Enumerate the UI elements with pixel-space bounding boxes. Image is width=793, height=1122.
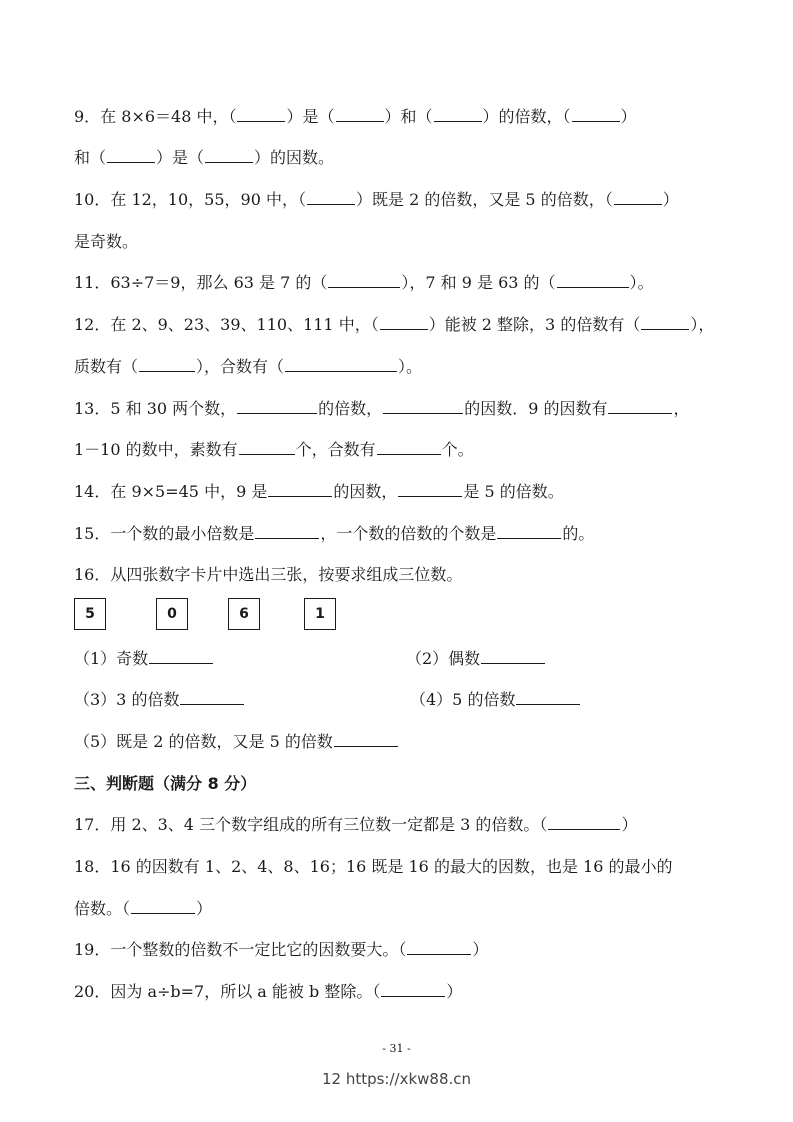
answer-blank[interactable] bbox=[641, 315, 689, 330]
answer-blank[interactable] bbox=[381, 982, 445, 997]
answer-blank[interactable] bbox=[237, 107, 285, 122]
answer-blank[interactable] bbox=[255, 524, 319, 539]
answer-blank[interactable] bbox=[107, 148, 155, 163]
answer-blank[interactable] bbox=[237, 399, 317, 414]
q10-line1: 10．在 12，10，55，90 中，（ ）既是 2 的倍数，又是 5 的倍数，（ ） bbox=[74, 190, 679, 209]
section-title: 三、判断题（满分 8 分） bbox=[74, 774, 257, 793]
number-card[interactable]: 6 bbox=[228, 598, 260, 630]
answer-blank[interactable] bbox=[328, 273, 400, 288]
answer-blank[interactable] bbox=[557, 273, 629, 288]
answer-blank[interactable] bbox=[377, 440, 441, 455]
q11-line: 11．63÷7＝9，那么 63 是 7 的（ ），7 和 9 是 63 的（ ）。 bbox=[74, 273, 654, 292]
q12-line1: 12．在 2、9、23、39、110、111 中，（ ）能被 2 整除，3 的倍数有（ ）， bbox=[74, 315, 715, 334]
answer-blank[interactable] bbox=[239, 440, 295, 455]
answer-blank[interactable] bbox=[336, 107, 384, 122]
q13-line2: 1－10 的数中，素数有 个，合数有 个。 bbox=[74, 440, 474, 459]
answer-blank[interactable] bbox=[516, 690, 580, 705]
q16-sub4: （4）5 的倍数 bbox=[410, 689, 581, 711]
q14-line: 14．在 9×5=45 中，9 是 的因数， 是 5 的倍数。 bbox=[74, 482, 564, 501]
answer-blank[interactable] bbox=[285, 357, 397, 372]
q17-line: 17．用 2、3、4 三个数字组成的所有三位数一定都是 3 的倍数。（ ） bbox=[74, 815, 638, 834]
answer-blank[interactable] bbox=[481, 649, 545, 664]
answer-blank[interactable] bbox=[383, 399, 463, 414]
q9-line1: 9．在 8×6＝48 中，（ ）是（ ）和（ ）的倍数，（ ） bbox=[74, 107, 637, 126]
q16-title: 16．从四张数字卡片中选出三张，按要求组成三位数。 bbox=[74, 565, 463, 584]
number-card[interactable]: 0 bbox=[156, 598, 188, 630]
q20-line: 20．因为 a÷b=7，所以 a 能被 b 整除。（ ） bbox=[74, 982, 463, 1001]
answer-blank[interactable] bbox=[548, 815, 620, 830]
answer-blank[interactable] bbox=[398, 482, 462, 497]
q19-line: 19．一个整数的倍数不一定比它的因数要大。（ ） bbox=[74, 940, 489, 959]
q16-sub5: （5）既是 2 的倍数，又是 5 的倍数 bbox=[74, 731, 399, 753]
footer-watermark: 12 https://xkw88.cn bbox=[321, 1070, 472, 1088]
q10-line2: 是奇数。 bbox=[74, 232, 139, 251]
answer-blank[interactable] bbox=[205, 148, 253, 163]
answer-blank[interactable] bbox=[380, 315, 428, 330]
answer-blank[interactable] bbox=[407, 940, 471, 955]
answer-blank[interactable] bbox=[268, 482, 332, 497]
answer-blank[interactable] bbox=[149, 649, 213, 664]
q13-line1: 13．5 和 30 两个数， 的倍数， 的因数．9 的因数有 ， bbox=[74, 399, 690, 418]
number-cards bbox=[74, 598, 354, 632]
answer-blank[interactable] bbox=[614, 190, 662, 205]
answer-blank[interactable] bbox=[434, 107, 482, 122]
answer-blank[interactable] bbox=[572, 107, 620, 122]
q18-line1: 18．16 的因数有 1、2、4、8、16；16 既是 16 的最大的因数，也是 16 的最小的 bbox=[74, 857, 673, 876]
answer-blank[interactable] bbox=[497, 524, 561, 539]
q16-sub3: （3）3 的倍数 bbox=[74, 689, 245, 711]
answer-blank[interactable] bbox=[139, 357, 195, 372]
answer-blank[interactable] bbox=[334, 732, 398, 747]
number-card[interactable]: 5 bbox=[74, 598, 106, 630]
answer-blank[interactable] bbox=[307, 190, 355, 205]
q15-line: 15．一个数的最小倍数是 ，一个数的倍数的个数是 的。 bbox=[74, 524, 595, 543]
q12-line2: 质数有（ ），合数有（ ）。 bbox=[74, 357, 423, 376]
answer-blank[interactable] bbox=[131, 899, 195, 914]
q18-line2: 倍数。（ ） bbox=[74, 899, 213, 918]
answer-blank[interactable] bbox=[180, 690, 244, 705]
q16-sub2: （2）偶数 bbox=[406, 648, 546, 670]
number-card[interactable]: 1 bbox=[304, 598, 336, 630]
q16-sub1: （1）奇数 bbox=[74, 648, 214, 670]
page-number: - 31 - bbox=[382, 1042, 411, 1055]
answer-blank[interactable] bbox=[608, 399, 672, 414]
q9-line2: 和（ ）是（ ）的因数。 bbox=[74, 148, 335, 167]
